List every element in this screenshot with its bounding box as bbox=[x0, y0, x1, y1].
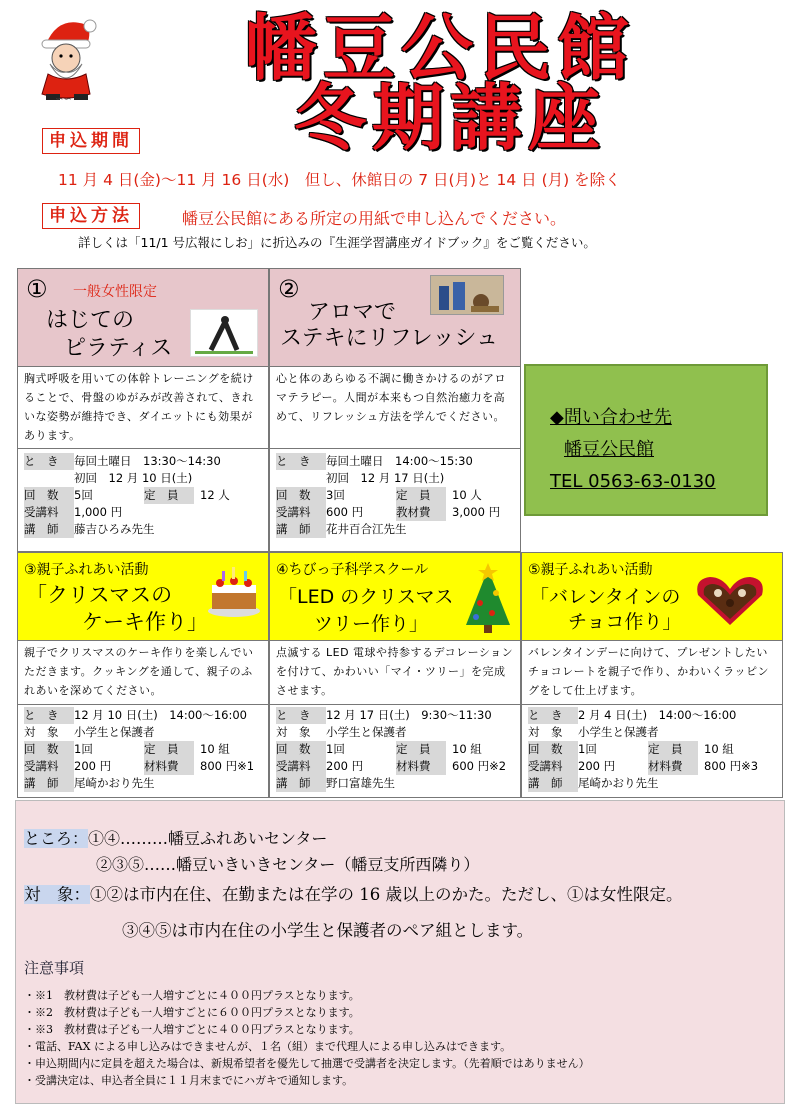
note-item: ・※1 教材費は子ども一人増すごとに４００円プラスとなります。 bbox=[24, 989, 360, 1002]
course-title-line1: アロマで bbox=[308, 300, 397, 325]
course-number: ③ bbox=[24, 562, 37, 578]
info-box bbox=[15, 800, 785, 1104]
when-value: 毎回土曜日 14:00～15:30 bbox=[326, 454, 473, 468]
fee-value: 600 円 bbox=[326, 505, 364, 519]
aroma-photo-icon bbox=[430, 275, 504, 315]
first-date: 初回 12 月 17 日(土) bbox=[326, 471, 445, 485]
lecturer-value: 尾崎かおり先生 bbox=[578, 776, 659, 790]
target-value: 小学生と保護者 bbox=[578, 725, 659, 739]
count-label: 回 数 bbox=[276, 487, 326, 504]
course-card-2 bbox=[269, 268, 521, 552]
target-label: 対 象 bbox=[24, 725, 59, 739]
place-label: ところ： bbox=[24, 829, 89, 848]
lecturer-value: 花井百合江先生 bbox=[326, 522, 407, 536]
course-number: ④ bbox=[276, 562, 289, 578]
notes-heading: 注意事項 bbox=[24, 959, 85, 977]
when-value: 12 月 10 日(土) 14:00～16:00 bbox=[74, 708, 247, 722]
fee-value: 1,000 円 bbox=[74, 505, 123, 519]
decor-squiggle-icon: ∽∽ bbox=[55, 94, 72, 105]
note-item: ・電話、FAX による申し込みはできませんが、１名（組）まで代理人による申し込みはできます。 bbox=[24, 1040, 512, 1053]
cake-illustration-icon bbox=[204, 563, 264, 619]
material-label: 材料費 bbox=[648, 758, 698, 775]
material-label: 材料費 bbox=[144, 758, 194, 775]
target-line1: ①②は市内在住、在勤または在学の 16 歳以上のかた。ただし、①は女性限定。 bbox=[90, 885, 683, 904]
when-value: 2 月 4 日(土) 14:00～16:00 bbox=[578, 708, 737, 722]
when-value: 12 月 17 日(土) 9:30～11:30 bbox=[326, 708, 492, 722]
fee-label: 受講料 bbox=[276, 504, 326, 521]
contact-box bbox=[524, 364, 768, 516]
target-label: 対 象 bbox=[528, 725, 563, 739]
fee-value: 200 円 bbox=[74, 759, 112, 773]
lecturer-label: 講 師 bbox=[276, 775, 326, 792]
count-label: 回 数 bbox=[24, 487, 74, 504]
lecturer-label: 講 師 bbox=[24, 775, 74, 792]
course-tag: 親子ふれあい活動 bbox=[36, 562, 149, 578]
method-label: 申込方法 bbox=[42, 203, 140, 229]
lecturer-value: 野口富雄先生 bbox=[326, 776, 395, 790]
capacity-label: 定 員 bbox=[648, 741, 698, 758]
chocolate-box-icon bbox=[690, 569, 770, 629]
course-tag: ちびっ子科学スクール bbox=[288, 562, 429, 578]
course-title-line1: 「バレンタインの bbox=[530, 586, 681, 608]
count-label: 回 数 bbox=[276, 741, 326, 758]
course-card-4 bbox=[269, 552, 521, 798]
target-value: 小学生と保護者 bbox=[74, 725, 155, 739]
material-value: 3,000 円 bbox=[452, 505, 501, 519]
when-label: と き bbox=[528, 707, 578, 724]
fee-value: 200 円 bbox=[326, 759, 364, 773]
fee-label: 受講料 bbox=[24, 758, 74, 775]
course-title-line1: 「クリスマスの bbox=[26, 583, 173, 607]
course-card-1 bbox=[17, 268, 269, 552]
target-value: 小学生と保護者 bbox=[326, 725, 407, 739]
target-label: 対 象： bbox=[24, 885, 90, 904]
capacity-value: 10 組 bbox=[452, 742, 482, 756]
capacity-value: 10 人 bbox=[452, 488, 482, 502]
place-line2: ②③⑤……幡豆いきいきセンター（幡豆支所西隣り） bbox=[96, 855, 480, 874]
course-description: 心と体のあらゆる不調に働きかけるのがアロマテラピー。人間が本来もつ自然治癒力を高めて、リフレッシュ方法を学んでください。 bbox=[270, 367, 520, 449]
note-item: ・申込期間内に定員を超えた場合は、新規希望者を優先して抽選で受講者を決定します。（先着順ではありません） bbox=[24, 1057, 590, 1070]
details-note: 詳しくは「11/1 号広報にしお」に折込みの『生涯学習講座ガイドブック』をご覧ください。 bbox=[78, 235, 596, 250]
material-value: 600 円※2 bbox=[452, 759, 507, 773]
course-title-line1: はじての bbox=[46, 308, 135, 333]
material-label: 教材費 bbox=[396, 504, 446, 521]
santa-mascot-icon bbox=[28, 14, 108, 104]
course-description: 親子でクリスマスのケーキ作りを楽しんでいただきます。クッキングを通して、親子のふれあいを深めてください。 bbox=[18, 641, 268, 705]
count-label: 回 数 bbox=[24, 741, 74, 758]
capacity-value: 12 人 bbox=[200, 488, 230, 502]
contact-phone[interactable]: TEL 0563-63-0130 bbox=[550, 471, 716, 492]
count-value: 1回 bbox=[74, 742, 93, 756]
course-description: バレンタインデーに向けて、プレゼントしたいチョコレートを親子で作り、かわいくラッピングをして仕上げます。 bbox=[522, 641, 782, 705]
fee-label: 受講料 bbox=[24, 504, 74, 521]
target-line2: ③④⑤は市内在住の小学生と保護者のペア組とします。 bbox=[122, 921, 534, 940]
course-title-line2: ケーキ作り」 bbox=[82, 610, 208, 634]
course-tag: 親子ふれあい活動 bbox=[540, 562, 653, 578]
fee-label: 受講料 bbox=[276, 758, 326, 775]
course-title-line2: ステキにリフレッシュ bbox=[280, 326, 499, 351]
contact-label: ◆問い合わせ先 bbox=[550, 407, 672, 428]
fee-label: 受講料 bbox=[528, 758, 578, 775]
capacity-label: 定 員 bbox=[144, 741, 194, 758]
place-line1: ①④………幡豆ふれあいセンター bbox=[88, 829, 328, 848]
first-date: 初回 12 月 10 日(土) bbox=[74, 471, 193, 485]
target-label: 対 象 bbox=[276, 725, 311, 739]
course-description: 点滅する LED 電球や持参するデコレーションを付けて、かわいい「マイ・ツリー」を完成させます。 bbox=[270, 641, 520, 705]
page-subtitle: 冬期講座 bbox=[293, 76, 606, 160]
method-text: 幡豆公民館にある所定の用紙で申し込んでください。 bbox=[182, 209, 567, 228]
course-title-line2: ツリー作り」 bbox=[314, 613, 429, 635]
capacity-value: 10 組 bbox=[704, 742, 734, 756]
course-title-line2: チョコ作り」 bbox=[568, 611, 682, 633]
when-label: と き bbox=[24, 453, 74, 470]
note-item: ・※2 教材費は子ども一人増すごとに６００円プラスとなります。 bbox=[24, 1006, 360, 1019]
lecturer-value: 藤吉ひろみ先生 bbox=[74, 522, 155, 536]
course-title-line2: ピラティス bbox=[64, 336, 173, 361]
period-text: 11 月 4 日(金)～11 月 16 日(水) 但し、休館日の 7 日(月)と 14 日 (月) を除く bbox=[58, 171, 621, 189]
note-item: ・受講決定は、申込者全員に１１月末までにハガキで通知します。 bbox=[24, 1074, 354, 1087]
when-label: と き bbox=[276, 453, 326, 470]
capacity-value: 10 組 bbox=[200, 742, 230, 756]
fee-value: 200 円 bbox=[578, 759, 616, 773]
lecturer-label: 講 師 bbox=[528, 775, 578, 792]
course-card-5 bbox=[521, 552, 783, 798]
christmas-tree-icon bbox=[460, 563, 516, 635]
material-value: 800 円※1 bbox=[200, 759, 255, 773]
course-number: ⑤ bbox=[528, 562, 541, 578]
course-number: ① bbox=[26, 275, 48, 303]
count-value: 1回 bbox=[326, 742, 345, 756]
course-tag: 一般女性限定 bbox=[73, 284, 157, 300]
material-value: 800 円※3 bbox=[704, 759, 759, 773]
count-value: 3回 bbox=[326, 488, 345, 502]
count-value: 1回 bbox=[578, 742, 597, 756]
course-card-3 bbox=[17, 552, 269, 798]
when-label: と き bbox=[276, 707, 326, 724]
notes-list bbox=[24, 987, 590, 1089]
lecturer-label: 講 師 bbox=[24, 521, 74, 538]
course-number: ② bbox=[278, 275, 300, 303]
capacity-label: 定 員 bbox=[396, 487, 446, 504]
period-label: 申込期間 bbox=[42, 128, 140, 154]
material-label: 材料費 bbox=[396, 758, 446, 775]
contact-name: 幡豆公民館 bbox=[564, 439, 654, 460]
course-title-line1: 「LED のクリスマス bbox=[278, 586, 454, 608]
page-title: 幡豆公民館 bbox=[244, 6, 635, 90]
when-value: 毎回土曜日 13:30～14:30 bbox=[74, 454, 221, 468]
capacity-label: 定 員 bbox=[144, 487, 194, 504]
count-label: 回 数 bbox=[528, 741, 578, 758]
lecturer-label: 講 師 bbox=[276, 521, 326, 538]
count-value: 5回 bbox=[74, 488, 93, 502]
capacity-label: 定 員 bbox=[396, 741, 446, 758]
lecturer-value: 尾崎かおり先生 bbox=[74, 776, 155, 790]
note-item: ・※3 教材費は子ども一人増すごとに４００円プラスとなります。 bbox=[24, 1023, 360, 1036]
pilates-photo-icon bbox=[190, 309, 258, 357]
course-description: 胸式呼吸を用いての体幹トレーニングを続けることで、骨盤のゆがみが改善されて、きれいな姿勢が維持でき、ダイエットにも効果があります。 bbox=[18, 367, 268, 449]
when-label: と き bbox=[24, 707, 74, 724]
